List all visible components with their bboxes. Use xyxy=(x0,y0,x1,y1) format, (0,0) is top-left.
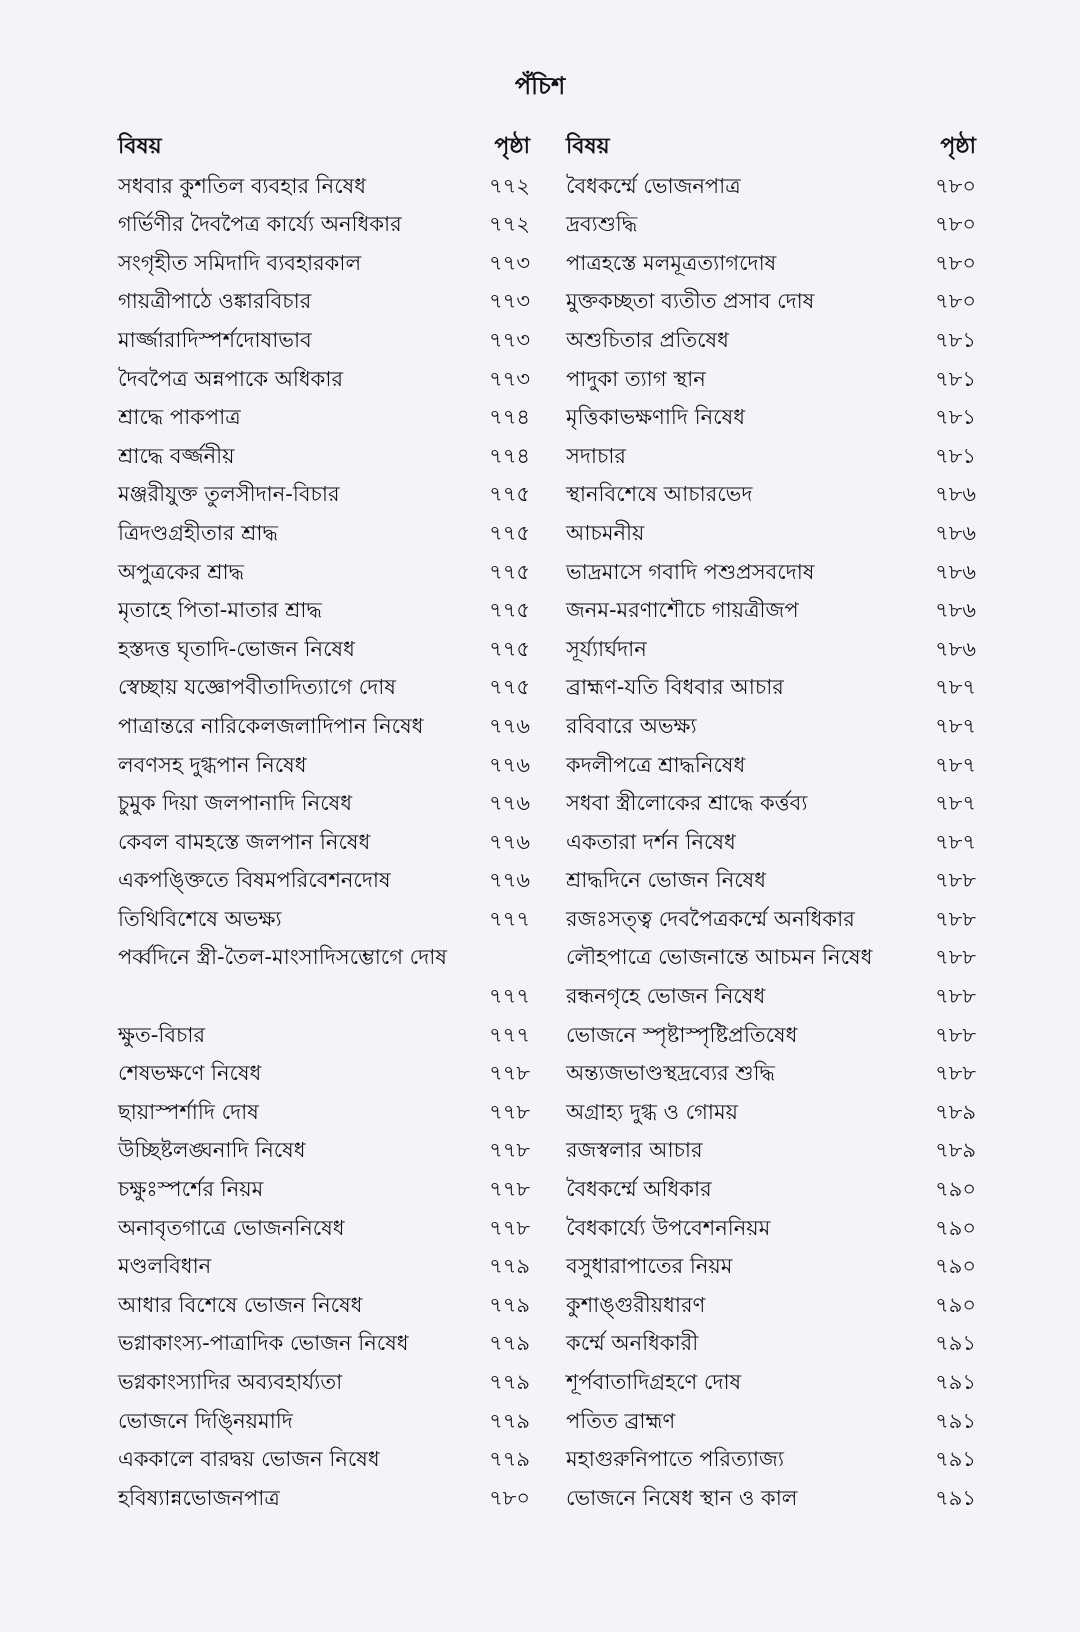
index-entry xyxy=(566,591,976,630)
index-entry xyxy=(118,1440,530,1479)
entry-subject: উচ্ছিষ্টলঙ্ঘনাদি নিষেধ xyxy=(118,1138,306,1163)
entry-subject: দ্রব্যশুদ্ধি xyxy=(566,212,638,237)
index-entry xyxy=(118,668,530,707)
entry-subject: ভোজনে দিঙ্নিয়মাদি xyxy=(118,1408,293,1433)
index-entry xyxy=(118,167,530,206)
entry-page: ৭৭৮ xyxy=(489,1177,530,1202)
entry-subject: পতিত ব্রাহ্মণ xyxy=(566,1408,676,1433)
entry-subject: গর্ভিণীর দৈবপৈত্র কার্য্যে অনধিকার xyxy=(118,212,402,237)
entry-subject: মহাগুরুনিপাতে পরিত্যাজ্য xyxy=(566,1447,784,1472)
entry-page: ৭৮৬ xyxy=(935,598,976,623)
index-entry xyxy=(566,668,976,707)
entry-page: ৭৮০ xyxy=(935,250,976,275)
entry-page: ৭৭৩ xyxy=(489,250,530,275)
entry-page: ৭৮৬ xyxy=(935,520,976,545)
entry-subject: আচমনীয় xyxy=(566,520,645,545)
index-entry xyxy=(566,1286,976,1325)
entry-subject: অগ্রাহ্য দুগ্ধ ও গোময় xyxy=(566,1099,739,1124)
index-entry xyxy=(566,360,976,399)
entry-page: ৭৭৬ xyxy=(489,791,530,816)
entry-subject: পর্ব্বদিনে স্ত্রী-তৈল-মাংসাদিসম্ভোগে দোষ xyxy=(118,945,447,970)
entry-subject: শ্রাদ্ধে বর্জ্জনীয় xyxy=(118,443,235,468)
entry-page: ৭৭৬ xyxy=(489,829,530,854)
entry-subject: একতারা দর্শন নিষেধ xyxy=(566,829,736,854)
entry-subject: স্বেচ্ছায় যজ্ঞোপবীতাদিত্যাগে দোষ xyxy=(118,675,396,700)
index-entry xyxy=(118,823,530,862)
entry-page: ৭৮১ xyxy=(935,327,976,352)
entry-subject: কর্ম্মে অনধিকারী xyxy=(566,1331,699,1356)
entry-subject: স্থানবিশেষে আচারভেদ xyxy=(566,482,753,507)
entry-subject: আধার বিশেষে ভোজন নিষেধ xyxy=(118,1292,363,1317)
index-entry xyxy=(118,553,530,592)
entry-page: ৭৭৩ xyxy=(489,327,530,352)
entry-subject: শ্রাদ্ধে পাকপাত্র xyxy=(118,405,241,430)
index-entry xyxy=(566,167,976,206)
entry-subject: অপুত্রকের শ্রাদ্ধ xyxy=(118,559,244,584)
entry-subject: মণ্ডলবিধান xyxy=(118,1254,212,1279)
entry-subject: কেবল বামহস্তে জলপান নিষেধ xyxy=(118,829,371,854)
entry-page: ৭৮৮ xyxy=(935,906,976,931)
entry-subject: দৈবপৈত্র অন্নপাকে অধিকার xyxy=(118,366,344,391)
entry-subject: চুমুক দিয়া জলপানাদি নিষেধ xyxy=(118,791,352,816)
entry-page: ৭৭৮ xyxy=(489,1138,530,1163)
entry-page: ৭৯১ xyxy=(935,1485,976,1510)
entry-subject: কুশাঙ্গুরীয়ধারণ xyxy=(566,1292,706,1317)
index-entry xyxy=(566,1440,976,1479)
index-entry xyxy=(118,398,530,437)
entry-page: ৭৮০ xyxy=(935,289,976,314)
entry-page: ৭৭২ xyxy=(489,212,530,237)
entry-subject: কদলীপত্রে শ্রাদ্ধনিষেধ xyxy=(566,752,746,777)
index-entry xyxy=(566,746,976,785)
entry-page: ৭৯০ xyxy=(935,1292,976,1317)
index-entry xyxy=(118,1324,530,1363)
entry-page: ৭৮০ xyxy=(489,1485,530,1510)
index-entry xyxy=(566,475,976,514)
left-entries xyxy=(118,167,530,1518)
entry-subject: তিথিবিশেষে অভক্ষ্য xyxy=(118,906,282,931)
index-entry xyxy=(566,707,976,746)
index-entry xyxy=(566,244,976,283)
entry-page: ৭৭৭ xyxy=(489,1022,530,1047)
index-entry xyxy=(566,1363,976,1402)
index-entry xyxy=(566,784,976,823)
entry-page: ৭৭৩ xyxy=(489,366,530,391)
entry-page: ৭৮৮ xyxy=(935,868,976,893)
entry-subject: অন্ত্যজভাণ্ডস্থদ্রব্যের শুদ্ধি xyxy=(566,1061,775,1086)
entry-subject: অশুচিতার প্রতিষেধ xyxy=(566,327,729,352)
entry-page: ৭৮৬ xyxy=(935,636,976,661)
entry-page: ৭৭৯ xyxy=(489,1408,530,1433)
index-entry xyxy=(566,900,976,939)
right-column xyxy=(566,128,976,1517)
index-entry xyxy=(566,321,976,360)
entry-page: ৭৭৮ xyxy=(489,1215,530,1240)
entry-page: ৭৭৯ xyxy=(489,1447,530,1472)
entry-page: ৭৮৭ xyxy=(935,752,976,777)
entry-subject: বৈধকর্ম্মে ভোজনপাত্র xyxy=(566,173,741,198)
entry-page: ৭৯১ xyxy=(935,1408,976,1433)
entry-page: ৭৮১ xyxy=(935,443,976,468)
entry-subject: সধবা স্ত্রীলোকের শ্রাদ্ধে কর্ত্তব্য xyxy=(566,791,808,816)
entry-subject: বৈধকার্য্যে উপবেশননিয়ম xyxy=(566,1215,771,1240)
entry-subject: পাত্রান্তরে নারিকেলজলাদিপান নিষেধ xyxy=(118,713,424,738)
index-entry xyxy=(566,1131,976,1170)
page-header: পৃষ্ঠা xyxy=(940,134,976,159)
entry-page: ৭৮৯ xyxy=(935,1138,976,1163)
entry-page: ৭৮৮ xyxy=(935,945,976,970)
entry-subject: ভগ্নকাংস্যাদির অব্যবহার্য্যতা xyxy=(118,1370,343,1394)
index-entry xyxy=(118,900,530,939)
entry-page: ৭৮৭ xyxy=(935,791,976,816)
entry-subject: একপঙ্ক্তিতে বিষমপরিবেশনদোষ xyxy=(118,868,391,893)
entry-page: ৭৭৫ xyxy=(489,636,530,661)
entry-page: ৭৮১ xyxy=(935,366,976,391)
index-entry xyxy=(118,1209,530,1248)
entry-page: ৭৭৭ xyxy=(489,984,530,1009)
page-number: পঁচিশ xyxy=(514,72,566,100)
entry-page: ৭৮৮ xyxy=(935,984,976,1009)
entry-page: ৭৮৬ xyxy=(935,482,976,507)
entry-page: ৭৭৩ xyxy=(489,289,530,314)
entry-subject: পাত্রহস্তে মলমূত্রত্যাগদোষ xyxy=(566,250,777,275)
entry-page: ৭৯০ xyxy=(935,1254,976,1279)
entry-subject: হবিষ্যান্নভোজনপাত্র xyxy=(118,1485,280,1510)
index-entry xyxy=(566,205,976,244)
index-entry xyxy=(566,553,976,592)
index-entry xyxy=(118,1170,530,1209)
entry-page: ৭৭৭ xyxy=(489,906,530,931)
index-entry xyxy=(566,514,976,553)
index-entry xyxy=(566,977,976,1016)
entry-page: ৭৯১ xyxy=(935,1370,976,1394)
entry-page: ৭৭৬ xyxy=(489,752,530,777)
entry-subject: রন্ধনগৃহে ভোজন নিষেধ xyxy=(566,984,766,1009)
index-entry xyxy=(566,1093,976,1132)
entry-page: ৭৮৯ xyxy=(935,1099,976,1124)
entry-subject: অনাবৃতগাত্রে ভোজননিষেধ xyxy=(118,1215,345,1240)
entry-subject: রবিবারে অভক্ষ্য xyxy=(566,713,697,738)
entry-page: ৭৮৭ xyxy=(935,829,976,854)
index-entry xyxy=(566,398,976,437)
entry-subject: হস্তদত্ত ঘৃতাদি-ভোজন নিষেধ xyxy=(118,636,355,661)
index-entry xyxy=(118,475,530,514)
entry-subject: জনম-মরণাশৌচে গায়ত্রীজপ xyxy=(566,598,799,623)
index-entry xyxy=(118,514,530,553)
index-entry xyxy=(118,1402,530,1441)
index-entry xyxy=(118,861,530,900)
index-entry xyxy=(118,1247,530,1286)
index-entry xyxy=(566,1016,976,1055)
index-entry xyxy=(566,938,976,977)
entry-subject: এককালে বারদ্বয় ভোজন নিষেধ xyxy=(118,1447,380,1472)
entry-page: ৭৮৮ xyxy=(935,1022,976,1047)
entry-page: ৭৭৯ xyxy=(489,1292,530,1317)
right-column-header xyxy=(566,128,976,167)
entry-subject: বসুধারাপাতের নিয়ম xyxy=(566,1254,733,1279)
index-entry xyxy=(118,1363,530,1402)
entry-page: ৭৭৯ xyxy=(489,1254,530,1279)
entry-subject: শূর্পবাতাদিগ্রহণে দোষ xyxy=(566,1370,742,1394)
index-entry xyxy=(566,1479,976,1518)
index-entry xyxy=(118,437,530,476)
entry-page: ৭৭৪ xyxy=(489,405,530,430)
index-entry xyxy=(118,784,530,823)
index-entry xyxy=(118,321,530,360)
entry-subject: রজঃসত্ত্ব দেবপৈত্রকর্ম্মে অনধিকার xyxy=(566,906,855,931)
entry-subject: মঞ্জরীযুক্ত তুলসীদান-বিচার xyxy=(118,482,340,507)
entry-subject: সদাচার xyxy=(566,443,626,468)
page-header: পৃষ্ঠা xyxy=(494,134,530,159)
entry-page: ৭৮৬ xyxy=(935,559,976,584)
subject-header: বিষয় xyxy=(118,134,162,159)
entry-page: ৭৭৫ xyxy=(489,520,530,545)
entry-subject: ত্রিদণ্ডগ্রহীতার শ্রাদ্ধ xyxy=(118,520,278,545)
entry-page: ৭৭২ xyxy=(489,173,530,198)
entry-subject: ভোজনে নিষেধ স্থান ও কাল xyxy=(566,1485,798,1510)
entry-page: ৭৭৬ xyxy=(489,868,530,893)
index-entry xyxy=(566,861,976,900)
index-entry xyxy=(566,1247,976,1286)
entry-page: ৭৭৫ xyxy=(489,598,530,623)
entry-subject: সংগৃহীত সমিদাদি ব্যবহারকাল xyxy=(118,250,362,275)
entry-subject: ক্ষুত-বিচার xyxy=(118,1022,206,1047)
index-entry xyxy=(118,938,530,1015)
entry-subject: রজস্বলার আচার xyxy=(566,1138,703,1163)
entry-subject: ছায়াস্পর্শাদি দোষ xyxy=(118,1099,259,1124)
index-entry xyxy=(118,1479,530,1518)
entry-page: ৭৮৭ xyxy=(935,675,976,700)
entry-subject: গায়ত্রীপাঠে ওঙ্কারবিচার xyxy=(118,289,312,314)
subject-header: বিষয় xyxy=(566,134,610,159)
index-entry xyxy=(566,282,976,321)
index-entry xyxy=(118,1093,530,1132)
entry-subject: মৃতাহে পিতা-মাতার শ্রাদ্ধ xyxy=(118,598,322,623)
entry-subject: চক্ষুঃস্পর্শের নিয়ম xyxy=(118,1177,264,1202)
right-entries xyxy=(566,167,976,1518)
index-entry xyxy=(118,1016,530,1055)
index-entry xyxy=(118,1131,530,1170)
entry-subject: ভোজনে স্পৃষ্টাস্পৃষ্টিপ্রতিষেধ xyxy=(566,1022,798,1047)
entry-subject: ব্রাহ্মণ-যতি বিধবার আচার xyxy=(566,675,784,700)
entry-subject: সূর্য্যার্ঘদান xyxy=(566,636,647,661)
entry-page: ৭৭৯ xyxy=(489,1370,530,1394)
index-entry xyxy=(566,630,976,669)
index-entry xyxy=(118,591,530,630)
index-entry xyxy=(118,205,530,244)
index-entry xyxy=(118,360,530,399)
entry-subject: ভাদ্রমাসে গবাদি পশুপ্রসবদোষ xyxy=(566,559,815,584)
entry-page: ৭৭৮ xyxy=(489,1061,530,1086)
entry-page: ৭৭৫ xyxy=(489,675,530,700)
left-column xyxy=(118,128,530,1517)
index-entry xyxy=(118,707,530,746)
entry-page: ৭৭৮ xyxy=(489,1099,530,1124)
entry-subject: পাদুকা ত্যাগ স্থান xyxy=(566,366,706,391)
entry-page: ৭৭৪ xyxy=(489,443,530,468)
entry-subject: মৃত্তিকাভক্ষণাদি নিষেধ xyxy=(566,405,745,430)
entry-page: ৭৭৫ xyxy=(489,482,530,507)
entry-page: ৭৯১ xyxy=(935,1447,976,1472)
index-entry xyxy=(566,823,976,862)
index-entry xyxy=(118,1286,530,1325)
entry-page: ৭৮১ xyxy=(935,405,976,430)
index-entry xyxy=(118,244,530,283)
entry-page: ৭৮৭ xyxy=(935,713,976,738)
index-entry xyxy=(118,1054,530,1093)
entry-subject: লৌহপাত্রে ভোজনান্তে আচমন নিষেধ xyxy=(566,945,873,970)
index-entry xyxy=(566,1209,976,1248)
entry-page: ৭৭৯ xyxy=(489,1331,530,1356)
entry-subject: শেষভক্ষণে নিষেধ xyxy=(118,1061,262,1086)
left-column-header xyxy=(118,128,530,167)
entry-page: ৭৯১ xyxy=(935,1331,976,1356)
entry-subject: মুক্তকচ্ছতা ব্যতীত প্রসাব দোষ xyxy=(566,289,815,314)
entry-subject: লবণসহ দুগ্ধপান নিষেধ xyxy=(118,752,307,777)
entry-page: ৭৯০ xyxy=(935,1215,976,1240)
entry-page: ৭৮৮ xyxy=(935,1061,976,1086)
entry-page: ৭৭৬ xyxy=(489,713,530,738)
entry-subject: সধবার কুশতিল ব্যবহার নিষেধ xyxy=(118,173,366,198)
entry-subject: শ্রাদ্ধদিনে ভোজন নিষেধ xyxy=(566,868,767,893)
index-entry xyxy=(566,1324,976,1363)
index-entry xyxy=(566,1170,976,1209)
index-entry xyxy=(118,630,530,669)
entry-subject: বৈধকর্ম্মে অধিকার xyxy=(566,1177,712,1202)
entry-page: ৭৭৫ xyxy=(489,559,530,584)
index-entry xyxy=(566,1054,976,1093)
index-entry xyxy=(566,437,976,476)
index-entry xyxy=(566,1402,976,1441)
entry-page: ৭৮০ xyxy=(935,173,976,198)
entry-page: ৭৯০ xyxy=(935,1177,976,1202)
index-entry xyxy=(118,746,530,785)
index-entry xyxy=(118,282,530,321)
entry-subject: মার্জ্জারাদিস্পর্শদোষাভাব xyxy=(118,327,312,352)
entry-subject: ভগ্নাকাংস্য-পাত্রাদিক ভোজন নিষেধ xyxy=(118,1331,409,1356)
entry-page: ৭৮০ xyxy=(935,212,976,237)
